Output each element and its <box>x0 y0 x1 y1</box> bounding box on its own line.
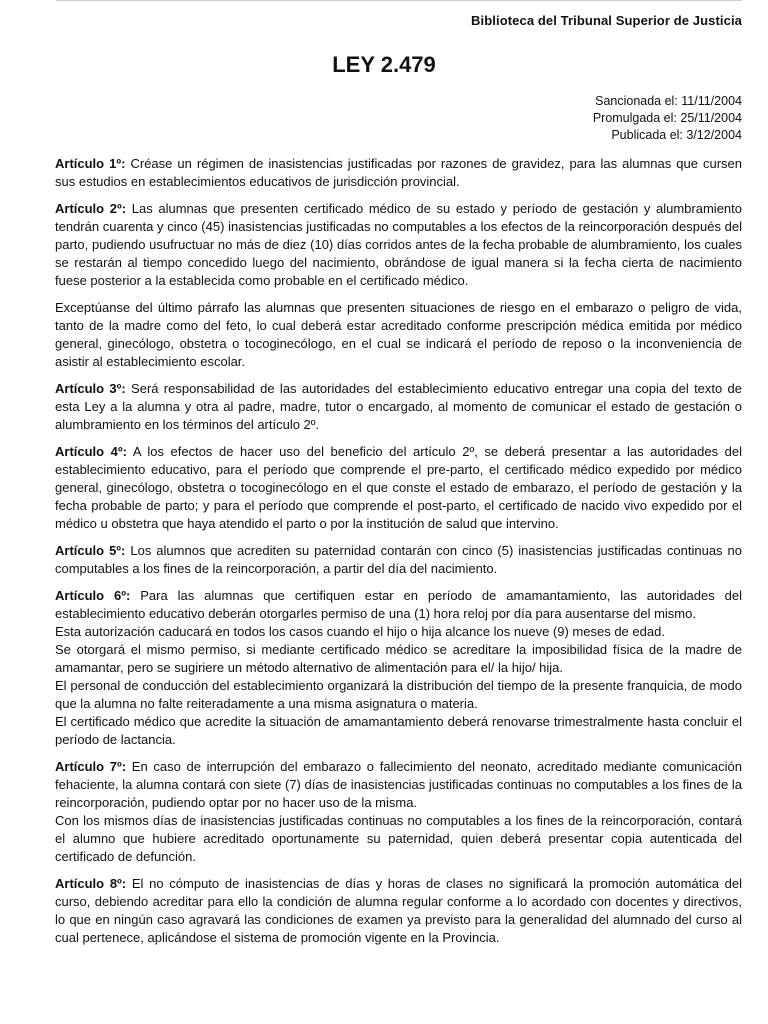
article-3-label: Artículo 3º: <box>55 381 126 396</box>
article-7-text: En caso de interrupción del embarazo o fallecimiento del neonato, acreditado mediante comunicación fehaciente, la alumna contará con siete (7) días de inasistencias justificadas continuas no computables a los fines de la reincorporación, pudiendo optar por no hacer uso de la misma. <box>55 759 742 810</box>
article-5-text: Los alumnos que acrediten su paternidad contarán con cinco (5) inasistencias justificadas continuas no computables a los fines de la reincorporación, a partir del día del nacimiento. <box>55 543 742 576</box>
article-8-text: El no cómputo de inasistencias de días y horas de clases no significará la promoción automática del curso, debiendo acreditar para ello la condición de alumna regular conforme a lo acordado con docentes y directivos, lo que en ningún caso agravará las condiciones de examen ya previsto para la generalidad del alumnado del curso al cual pertenece, aplicándose el sistema de promoción vigente en la Provincia. <box>55 876 742 945</box>
article-1-text: Créase un régimen de inasistencias justificadas por razones de gravidez, para las alumnas que cursen sus estudios en establecimientos educativos de jurisdicción provincial. <box>55 156 743 189</box>
article-6-line-4: El personal de conducción del establecimiento organizará la distribución del tiempo de la presente franquicia, de modo que la alumna no falte reiteradamente a una misma asignatura o materia. <box>55 678 742 711</box>
article-5 <box>55 542 742 578</box>
article-4-text: A los efectos de hacer uso del beneficio del artículo 2º, se deberá presentar a las autoridades del establecimiento educativo, para el período que comprende el pre-parto, el certificado médico expedido por médico general, ginecólogo, obstetra o tocoginecólogo en el que conste el estado de embarazo, el período de gestación y la fecha probable de parto; y para el período que comprende el post-parto, el certificado de nacido vivo expedido por el médico u obstetra que haya atendido el parto o por la institución de salud que intervino. <box>55 444 742 531</box>
article-8-label: Artículo 8º: <box>55 876 127 891</box>
article-5-label: Artículo 5º: <box>55 543 126 558</box>
article-2-label: Artículo 2º: <box>55 201 127 216</box>
law-title: LEY 2.479 <box>332 52 436 77</box>
article-6 <box>55 587 742 749</box>
law-body <box>55 155 742 956</box>
article-3 <box>55 380 742 434</box>
article-4 <box>55 443 742 533</box>
article-6-text: Para las alumnas que certifiquen estar en período de amamantamiento, las autoridades del establecimiento educativo deberán otorgarles permiso de una (1) hora reloj por día para ausentarse del mismo. <box>55 588 743 621</box>
publicada-date: Publicada el: 3/12/2004 <box>611 128 742 142</box>
promulgada-date: Promulgada el: 25/11/2004 <box>592 111 742 125</box>
article-2 <box>55 200 742 290</box>
sancionada-date: Sancionada el: 11/11/2004 <box>595 94 742 108</box>
article-2-paragraph-2: Exceptúanse del último párrafo las alumnas que presenten situaciones de riesgo en el embarazo o peligro de vida, tanto de la madre como del feto, lo cual deberá estar acreditado conforme prescripción médica emitida por médico general, ginecólogo, obstetra o tocoginecólogo, en el cual se indicará el período de reposo o la inconveniencia de asistir al establecimiento escolar. <box>55 300 742 369</box>
article-1 <box>55 155 742 191</box>
top-divider <box>56 0 742 1</box>
library-header: Biblioteca del Tribunal Superior de Justicia <box>471 13 742 28</box>
article-2-text: Las alumnas que presenten certificado médico de su estado y período de gestación y alumbramiento tendrán cuarenta y cinco (45) inasistencias justificadas no computables a los efectos de la reincorporación después del parto, pudiendo usufructuar no más de diez (10) días corridos antes de la fecha probable de alumbramiento, los cuales se restarán al tiempo concedido luego del nacimiento, obrándose de igual manera si la fecha cierta de nacimiento fuese posterior a la establecida como probable en el certificado médico. <box>55 201 742 288</box>
law-dates <box>593 93 742 144</box>
article-7-line-2: Con los mismos días de inasistencias justificadas continuas no computables a los fines de la reincorporación, contará el alumno que hubiere acreditado oportunamente su paternidad, quien deberá presentar copia autenticada del certificado de defunción. <box>55 813 742 864</box>
article-6-line-3: Se otorgará el mismo permiso, si mediante certificado médico se acreditare la imposibilidad física de la madre de amamantar, pero se sugiriere un método alternativo de alimentación para el/ la hijo/ hija. <box>55 642 742 675</box>
article-6-label: Artículo 6º: <box>55 588 131 603</box>
article-6-line-2: Esta autorización caducará en todos los casos cuando el hijo o hija alcance los nueve (9) meses de edad. <box>55 624 665 639</box>
article-3-text: Será responsabilidad de las autoridades del establecimiento educativo entregar una copia del texto de esta Ley a la alumna y otra al padre, madre, tutor o encargado, al momento de comunicar el estado de gestación o alumbramiento en los términos del artículo 2º. <box>55 381 743 432</box>
article-8 <box>55 875 742 947</box>
article-7-label: Artículo 7º: <box>55 759 127 774</box>
article-6-line-5: El certificado médico que acredite la situación de amamantamiento deberá renovarse trimestralmente hasta concluir el período de lactancia. <box>55 714 742 747</box>
article-1-label: Artículo 1º: <box>55 156 126 171</box>
article-4-label: Artículo 4º: <box>55 444 127 459</box>
article-7 <box>55 758 742 866</box>
